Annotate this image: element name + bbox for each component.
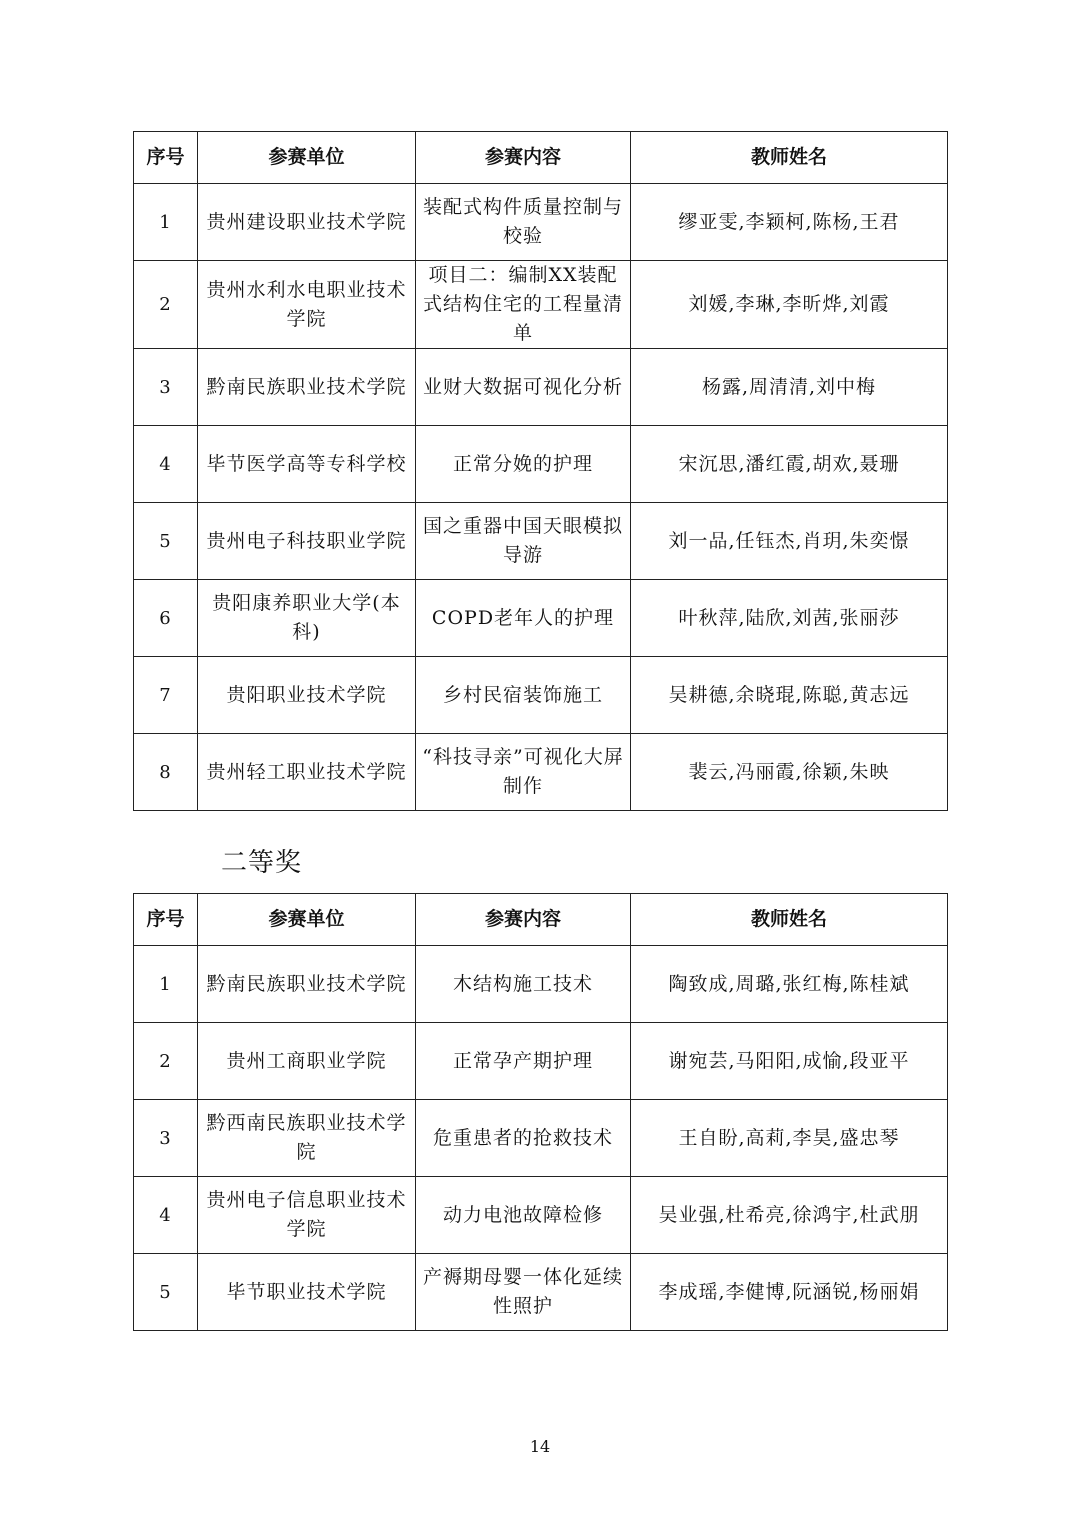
cell-content: “科技寻亲”可视化大屏制作 (416, 734, 631, 811)
cell-content: 正常分娩的护理 (416, 426, 631, 503)
cell-index: 5 (134, 1254, 198, 1331)
table-row (134, 657, 948, 734)
cell-teachers: 陶致成,周璐,张红梅,陈桂斌 (631, 946, 948, 1023)
cell-unit: 毕节职业技术学院 (198, 1254, 416, 1331)
cell-teachers: 谢宛芸,马阳阳,成愉,段亚平 (631, 1023, 948, 1100)
header-index: 序号 (134, 132, 198, 184)
cell-index: 6 (134, 580, 198, 657)
cell-content: 木结构施工技术 (416, 946, 631, 1023)
cell-unit: 贵州轻工职业技术学院 (198, 734, 416, 811)
cell-unit: 贵州工商职业学院 (198, 1023, 416, 1100)
cell-content: 产褥期母婴一体化延续性照护 (416, 1254, 631, 1331)
cell-index: 2 (134, 261, 198, 349)
table-header-row (134, 132, 948, 184)
cell-content: 业财大数据可视化分析 (416, 349, 631, 426)
cell-teachers: 王自盼,高莉,李昊,盛忠琴 (631, 1100, 948, 1177)
cell-content: COPD老年人的护理 (416, 580, 631, 657)
cell-content: 危重患者的抢救技术 (416, 1100, 631, 1177)
cell-index: 4 (134, 1177, 198, 1254)
cell-unit: 贵阳职业技术学院 (198, 657, 416, 734)
cell-teachers: 叶秋萍,陆欣,刘茜,张丽莎 (631, 580, 948, 657)
cell-content: 正常孕产期护理 (416, 1023, 631, 1100)
cell-index: 1 (134, 184, 198, 261)
cell-content: 动力电池故障检修 (416, 1177, 631, 1254)
cell-index: 1 (134, 946, 198, 1023)
cell-teachers: 吴业强,杜希亮,徐鸿宇,杜武朋 (631, 1177, 948, 1254)
cell-teachers: 宋沉思,潘红霞,胡欢,聂珊 (631, 426, 948, 503)
cell-teachers: 吴耕德,余晓琨,陈聪,黄志远 (631, 657, 948, 734)
cell-index: 3 (134, 1100, 198, 1177)
cell-teachers: 李成瑶,李健博,阮涵锐,杨丽娟 (631, 1254, 948, 1331)
header-unit: 参赛单位 (198, 132, 416, 184)
cell-index: 7 (134, 657, 198, 734)
header-content: 参赛内容 (416, 894, 631, 946)
cell-unit: 毕节医学高等专科学校 (198, 426, 416, 503)
page-number: 14 (529, 1437, 551, 1456)
cell-index: 5 (134, 503, 198, 580)
header-content: 参赛内容 (416, 132, 631, 184)
table-row (134, 1023, 948, 1100)
second-prize-table (133, 893, 948, 1331)
table-header-row (134, 894, 948, 946)
table-row (134, 946, 948, 1023)
header-index: 序号 (134, 894, 198, 946)
cell-unit: 贵州电子信息职业技术学院 (198, 1177, 416, 1254)
cell-index: 4 (134, 426, 198, 503)
cell-teachers: 缪亚雯,李颖柯,陈杨,王君 (631, 184, 948, 261)
table-row (134, 734, 948, 811)
table-row (134, 503, 948, 580)
cell-index: 2 (134, 1023, 198, 1100)
cell-content: 乡村民宿装饰施工 (416, 657, 631, 734)
header-teachers: 教师姓名 (631, 132, 948, 184)
cell-teachers: 刘一品,任钰杰,肖玥,朱奕憬 (631, 503, 948, 580)
cell-teachers: 刘媛,李琳,李昕烨,刘霞 (631, 261, 948, 349)
cell-unit: 贵州水利水电职业技术学院 (198, 261, 416, 349)
header-unit: 参赛单位 (198, 894, 416, 946)
table-row (134, 1177, 948, 1254)
cell-content: 装配式构件质量控制与校验 (416, 184, 631, 261)
second-prize-heading: 二等奖 (221, 848, 303, 878)
cell-teachers: 杨露,周清清,刘中梅 (631, 349, 948, 426)
cell-unit: 贵阳康养职业大学(本科) (198, 580, 416, 657)
cell-unit: 贵州电子科技职业学院 (198, 503, 416, 580)
cell-content: 项目二：编制XX装配式结构住宅的工程量清单 (416, 261, 631, 349)
table-row (134, 1254, 948, 1331)
cell-unit: 贵州建设职业技术学院 (198, 184, 416, 261)
cell-teachers: 裴云,冯丽霞,徐颖,朱映 (631, 734, 948, 811)
cell-unit: 黔南民族职业技术学院 (198, 946, 416, 1023)
cell-unit: 黔南民族职业技术学院 (198, 349, 416, 426)
table-row (134, 184, 948, 261)
cell-content: 国之重器中国天眼模拟导游 (416, 503, 631, 580)
cell-index: 8 (134, 734, 198, 811)
table-row (134, 261, 948, 349)
first-prize-table (133, 131, 948, 811)
table-row (134, 349, 948, 426)
table-row (134, 580, 948, 657)
cell-index: 3 (134, 349, 198, 426)
cell-unit: 黔西南民族职业技术学院 (198, 1100, 416, 1177)
table-row (134, 426, 948, 503)
header-teachers: 教师姓名 (631, 894, 948, 946)
table-row (134, 1100, 948, 1177)
